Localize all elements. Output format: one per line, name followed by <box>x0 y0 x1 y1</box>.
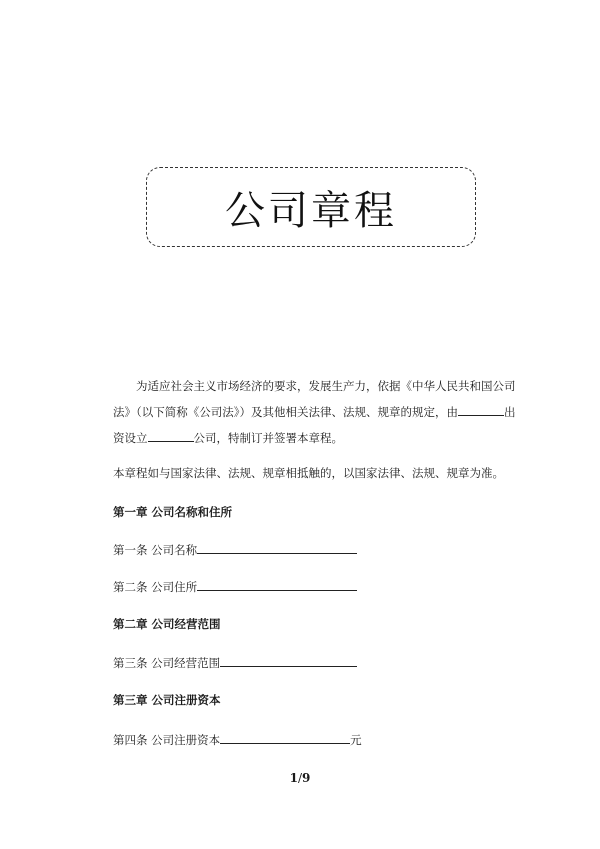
intro-paragraph <box>113 373 518 451</box>
company-blank <box>148 429 194 442</box>
precedence-paragraph: 本章程如与国家法律、法规、规章相抵触的，以国家法律、法规、规章为准。 <box>113 466 504 480</box>
article-2-blank <box>197 578 357 591</box>
document-title: 公司章程 <box>225 187 397 234</box>
intro-text-1: 为适应社会主义市场经济的要求，发展生产力，依据《中华人民共和国公司法》（以下简称《公司法》）及其他相关法律、法规、规章的规定，由 <box>113 379 516 419</box>
title-box <box>146 167 476 247</box>
page-number <box>0 771 600 785</box>
article-4-blank <box>220 731 350 744</box>
article-3-label: 第三条 公司经营范围 <box>113 656 221 670</box>
article-4-suffix: 元 <box>350 733 362 747</box>
article-1-blank <box>197 541 357 554</box>
chapter-2-heading: 第二章 公司经营范围 <box>113 617 221 631</box>
article-3-blank <box>220 654 357 667</box>
article-3 <box>113 654 357 671</box>
article-1-label: 第一条 公司名称 <box>113 543 198 557</box>
article-4 <box>113 731 362 748</box>
intro-text-2: 出资设立 <box>113 405 516 445</box>
intro-text-3: 公司，特制订并签署本章程。 <box>193 431 343 445</box>
chapter-3-heading: 第三章 公司注册资本 <box>113 693 221 707</box>
page-current: 1 <box>289 771 298 785</box>
page-total: 9 <box>302 771 311 785</box>
article-1 <box>113 541 357 558</box>
founder-blank <box>458 403 504 416</box>
page-sep: / <box>297 771 303 785</box>
article-4-label: 第四条 公司注册资本 <box>113 733 221 747</box>
chapter-1-heading: 第一章 公司名称和住所 <box>113 505 233 519</box>
article-2 <box>113 578 357 595</box>
article-2-label: 第二条 公司住所 <box>113 580 198 594</box>
